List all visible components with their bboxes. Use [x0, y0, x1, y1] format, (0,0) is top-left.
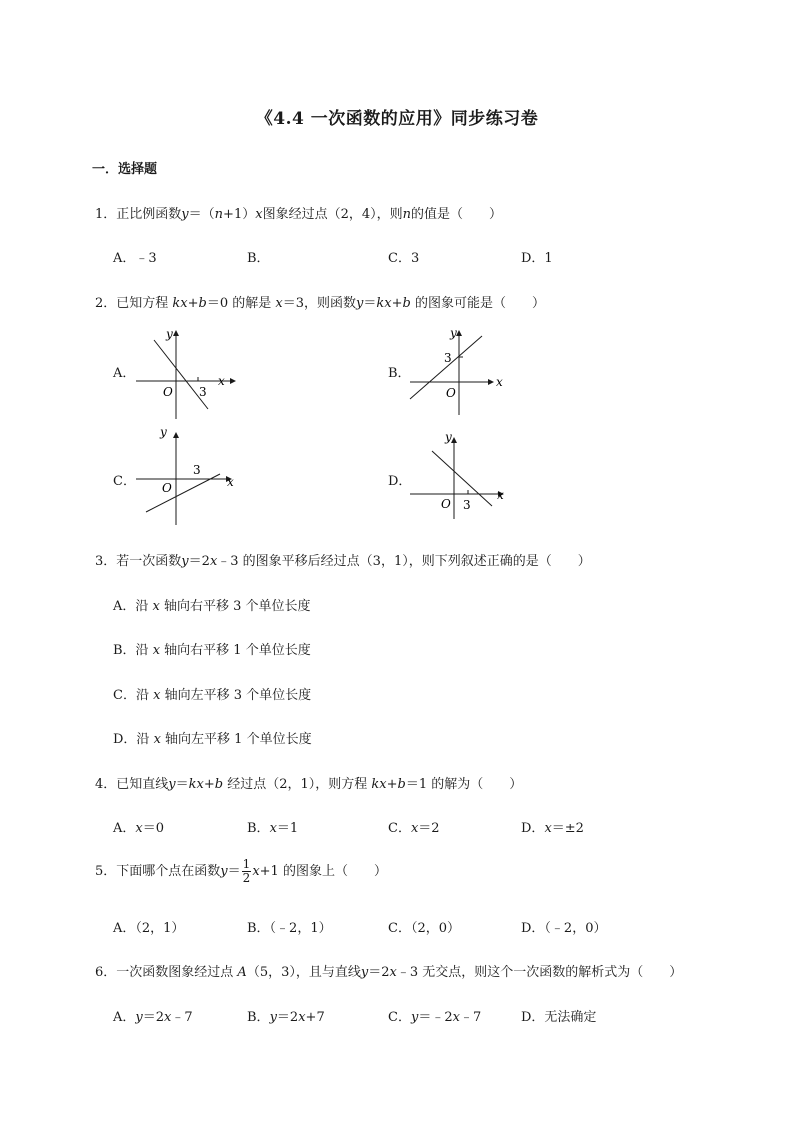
- question-text: 经过点（2，1），则方程: [223, 777, 372, 792]
- math-var: x: [135, 821, 143, 836]
- q5-option-c: C．（2，0）: [388, 921, 460, 936]
- math-var: y: [220, 864, 228, 879]
- y-axis-arrow-icon: [173, 330, 179, 336]
- math-var: n: [402, 207, 411, 222]
- option-text: 轴向左平移 1 个单位长度: [160, 732, 312, 747]
- math-var: y: [360, 965, 369, 980]
- question-text: ﹣3 的图象平移后经过点（3，1），则下列叙述正确的是（ ）: [217, 554, 591, 569]
- q3-option-b: [113, 639, 311, 658]
- graph-d-svg: [404, 424, 524, 534]
- graph-d: [404, 424, 524, 534]
- math-var: x: [209, 554, 218, 569]
- graph-a: [130, 322, 250, 432]
- math-var: x: [544, 821, 552, 836]
- intercept-label: 3: [463, 498, 471, 512]
- math-expr: kx+b: [172, 296, 207, 311]
- option-text: ＝2: [142, 1010, 165, 1025]
- q4-option-b: [247, 817, 298, 836]
- math-var: y: [410, 1010, 419, 1025]
- question-6: [95, 961, 682, 980]
- math-var: y: [356, 296, 364, 311]
- question-text: ﹣3 无交点，则这个一次函数的解析式为（ ）: [396, 965, 683, 980]
- intercept-label: 3: [444, 351, 452, 365]
- question-number: 5．: [95, 864, 117, 879]
- q3-option-d: [113, 728, 312, 747]
- y-axis-arrow-icon: [173, 432, 179, 438]
- q6-option-b: [247, 1006, 325, 1025]
- question-number: 3．: [95, 554, 117, 569]
- option-text: ﹣7: [459, 1010, 482, 1025]
- question-text: 已知直线: [116, 777, 169, 792]
- question-text: ＝0 的解是: [206, 296, 276, 311]
- y-axis-label: y: [166, 327, 173, 341]
- graph-b: [404, 322, 524, 432]
- option-text: C．: [388, 821, 411, 836]
- math-var: y: [135, 1010, 143, 1025]
- x-axis-arrow-icon: [230, 378, 236, 384]
- y-axis-label: y: [160, 425, 167, 439]
- option-text: B．沿: [113, 643, 153, 658]
- question-text: ＝（: [188, 207, 215, 222]
- question-text: 下面哪个点在函数: [116, 864, 221, 879]
- option-text: +7: [305, 1010, 325, 1025]
- question-text: 的值是（ ）: [410, 207, 502, 222]
- page-title: 《4.4 一次函数的应用》同步练习卷: [255, 109, 539, 129]
- question-text: ＝2: [368, 965, 390, 980]
- graph-c-svg: [130, 424, 250, 534]
- q1-option-c: C．3: [388, 251, 420, 266]
- option-text: D．: [521, 821, 545, 836]
- q1-option-a: A．﹣3: [113, 251, 157, 266]
- question-5: [95, 858, 387, 885]
- function-line: [146, 474, 220, 512]
- question-number: 6．: [95, 965, 117, 980]
- q4-option-c: [388, 817, 440, 836]
- question-2: [95, 292, 545, 311]
- question-text: ＝: [363, 296, 377, 311]
- option-text: ＝2: [276, 1010, 299, 1025]
- question-text: 的图象可能是（ ）: [410, 296, 545, 311]
- q3-option-c: [113, 684, 311, 703]
- q6-option-c: [388, 1006, 481, 1025]
- intercept-label: 3: [193, 463, 201, 477]
- question-text: +1 的图象上（ ）: [259, 864, 387, 879]
- option-text: B．: [247, 1010, 270, 1025]
- math-var: x: [255, 207, 263, 222]
- question-text: ＝1 的解为（ ）: [405, 777, 523, 792]
- x-axis-label: x: [497, 488, 504, 502]
- x-axis-label: x: [218, 374, 225, 388]
- q2-option-d: D．: [388, 474, 412, 489]
- q4-option-d: [521, 817, 584, 836]
- option-text: ＝2: [418, 821, 440, 836]
- q5-option-b: B．（﹣2，1）: [247, 921, 332, 936]
- graph-a-svg: [130, 322, 250, 432]
- math-var: x: [153, 732, 161, 747]
- y-axis-label: y: [445, 430, 452, 444]
- fraction-numerator: 1: [242, 857, 251, 871]
- question-text: 图象经过点（2，4），则: [262, 207, 403, 222]
- option-text: ＝1: [276, 821, 299, 836]
- origin-label: O: [446, 386, 456, 400]
- math-var: x: [298, 1010, 306, 1025]
- question-number: 2．: [95, 296, 117, 311]
- q6-option-d: [521, 1006, 596, 1025]
- question-3: [95, 550, 591, 569]
- origin-label: O: [163, 385, 173, 399]
- question-1: [95, 203, 502, 222]
- question-4: [95, 773, 522, 792]
- question-text: ＝2: [188, 554, 210, 569]
- math-var: A: [237, 965, 247, 980]
- math-var: x: [152, 599, 160, 614]
- question-number: 1．: [95, 207, 117, 222]
- q1-option-d: D．1: [521, 251, 553, 266]
- x-axis-label: x: [227, 475, 234, 489]
- x-axis-label: x: [496, 375, 503, 389]
- option-text: ﹣7: [171, 1010, 193, 1025]
- option-text: C．沿: [113, 688, 154, 703]
- fraction-denominator: 2: [242, 871, 251, 885]
- section-heading: 一．选择题: [92, 162, 158, 177]
- math-var: n: [214, 207, 224, 222]
- q2-option-a: A．: [113, 366, 136, 381]
- q2-option-b: B．: [388, 366, 411, 381]
- math-var: x: [252, 864, 260, 879]
- intercept-label: 3: [199, 385, 207, 399]
- q5-option-a: A．（2，1）: [113, 921, 185, 936]
- origin-label: O: [162, 481, 172, 495]
- option-text: A．: [113, 1010, 136, 1025]
- question-text: （5，3），且与直线: [246, 965, 361, 980]
- question-text: +1）: [223, 207, 256, 222]
- origin-label: O: [441, 497, 451, 511]
- question-text: 若一次函数: [116, 554, 182, 569]
- math-expr: kx+b: [371, 777, 406, 792]
- math-var: x: [164, 1010, 172, 1025]
- question-text: ＝: [227, 864, 241, 879]
- graph-c: [130, 424, 250, 534]
- question-text: 已知方程: [116, 296, 173, 311]
- option-text: C．: [388, 1010, 411, 1025]
- question-text: 正比例函数: [116, 207, 182, 222]
- math-var: x: [275, 296, 283, 311]
- q3-option-a: [113, 595, 311, 614]
- graph-b-svg: [404, 322, 524, 432]
- y-axis-label: y: [450, 326, 457, 340]
- option-text: 轴向左平移 3 个单位长度: [160, 688, 312, 703]
- option-text: A．沿: [113, 599, 153, 614]
- math-var: y: [181, 554, 189, 569]
- math-var: y: [181, 207, 189, 222]
- math-var: x: [269, 821, 277, 836]
- math-expr: kx+b: [188, 777, 224, 792]
- option-text: D．无法确定: [521, 1010, 597, 1025]
- question-text: ＝3，则函数: [282, 296, 357, 311]
- math-var: x: [389, 965, 397, 980]
- option-text: ＝±2: [551, 821, 584, 836]
- option-text: A．: [113, 821, 136, 836]
- question-text: ＝: [175, 777, 189, 792]
- question-text: 一次函数图象经过点: [116, 965, 238, 980]
- q5-option-d: D．（﹣2，0）: [521, 921, 607, 936]
- option-text: ＝﹣2: [418, 1010, 453, 1025]
- fraction: [242, 858, 252, 885]
- math-var: x: [153, 688, 161, 703]
- math-expr: kx+b: [376, 296, 411, 311]
- option-text: D．沿: [113, 732, 154, 747]
- math-var: x: [410, 821, 419, 836]
- y-axis-arrow-icon: [451, 437, 457, 443]
- math-var: y: [269, 1010, 277, 1025]
- option-text: B．: [247, 821, 270, 836]
- y-axis-arrow-icon: [456, 330, 462, 336]
- q6-option-a: [113, 1006, 193, 1025]
- math-var: x: [152, 643, 161, 658]
- question-number: 4．: [95, 777, 117, 792]
- option-text: ＝0: [142, 821, 165, 836]
- math-var: x: [452, 1010, 460, 1025]
- option-text: 轴向右平移 1 个单位长度: [160, 643, 311, 658]
- q2-option-c: C．: [113, 474, 136, 489]
- q1-option-b: B．: [247, 251, 270, 266]
- option-text: 轴向右平移 3 个单位长度: [159, 599, 311, 614]
- q4-option-a: [113, 817, 164, 836]
- x-axis-arrow-icon: [488, 379, 494, 385]
- math-var: y: [168, 777, 176, 792]
